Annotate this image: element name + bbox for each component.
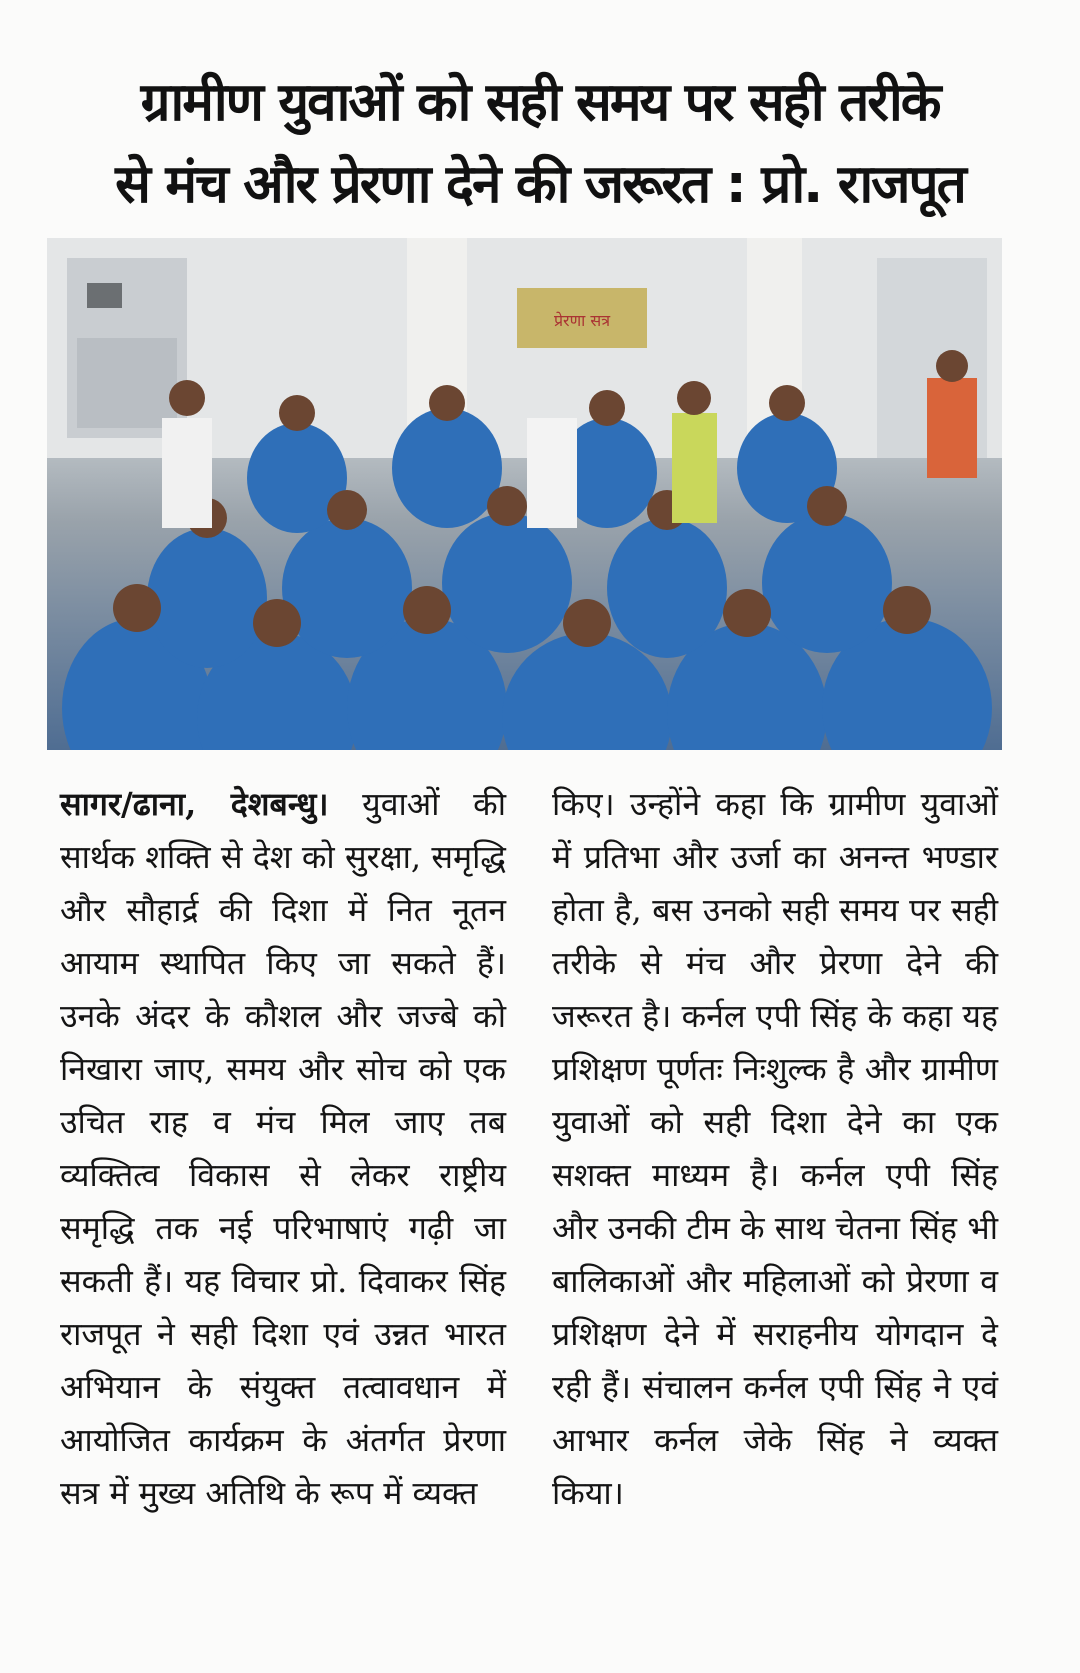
headline bbox=[40, 62, 1040, 226]
article-body-left: युवाओं की सार्थक शक्ति से देश को सुरक्षा, समृद्धि और सौहार्द्र की दिशा में नित नूतन आयाम स्थापित किए जा सकते हैं। उनके अंदर के कौशल और जज्बे को निखारा जाए, समय और सोच को एक उचित राह व मंच मिल जाए तब व्यक्तित्व विकास से लेकर राष्ट्रीय समृद्धि तक नई परिभाषाएं गढ़ी जा सकती हैं। यह विचार प्रो. दिवाकर सिंह राजपूत ने सही दिशा एवं उन्नत भारत अभियान के संयुक्त तत्वावधान में आयोजित कार्यक्रम के अंतर्गत प्रेरणा सत्र में मुख्य अतिथि के रूप में व्यक्त bbox=[60, 785, 506, 1512]
article-column-right bbox=[552, 778, 998, 1520]
dateline: सागर/ढाना, देशबन्धु। bbox=[60, 785, 329, 823]
banner-text: प्रेरणा सत्र bbox=[553, 311, 611, 330]
headline-line-2: से मंच और प्रेरणा देने की जरूरत : प्रो. राजपूत bbox=[115, 154, 965, 215]
article-body-right: किए। उन्होंने कहा कि ग्रामीण युवाओं में प्रतिभा और उर्जा का अनन्त भण्डार होता है, बस उनको सही समय पर सही तरीके से मंच और प्रेरणा देने की जरूरत है। कर्नल एपी सिंह के कहा यह प्रशिक्षण पूर्णतः निःशुल्क है और ग्रामीण युवाओं को सही दिशा देने का एक सशक्त माध्यम है। कर्नल एपी सिंह और उनकी टीम के साथ चेतना सिंह भी बालिकाओं और महिलाओं को प्रेरणा व प्रशिक्षण देने में सराहनीय योगदान दे रही हैं। संचालन कर्नल एपी सिंह ने एवं आभार कर्नल जेके सिंह ने व्यक्त किया। bbox=[552, 785, 998, 1512]
headline-line-1: ग्रामीण युवाओं को सही समय पर सही तरीके bbox=[140, 72, 940, 133]
article-column-left bbox=[60, 778, 506, 1520]
group-photo bbox=[47, 238, 1002, 750]
